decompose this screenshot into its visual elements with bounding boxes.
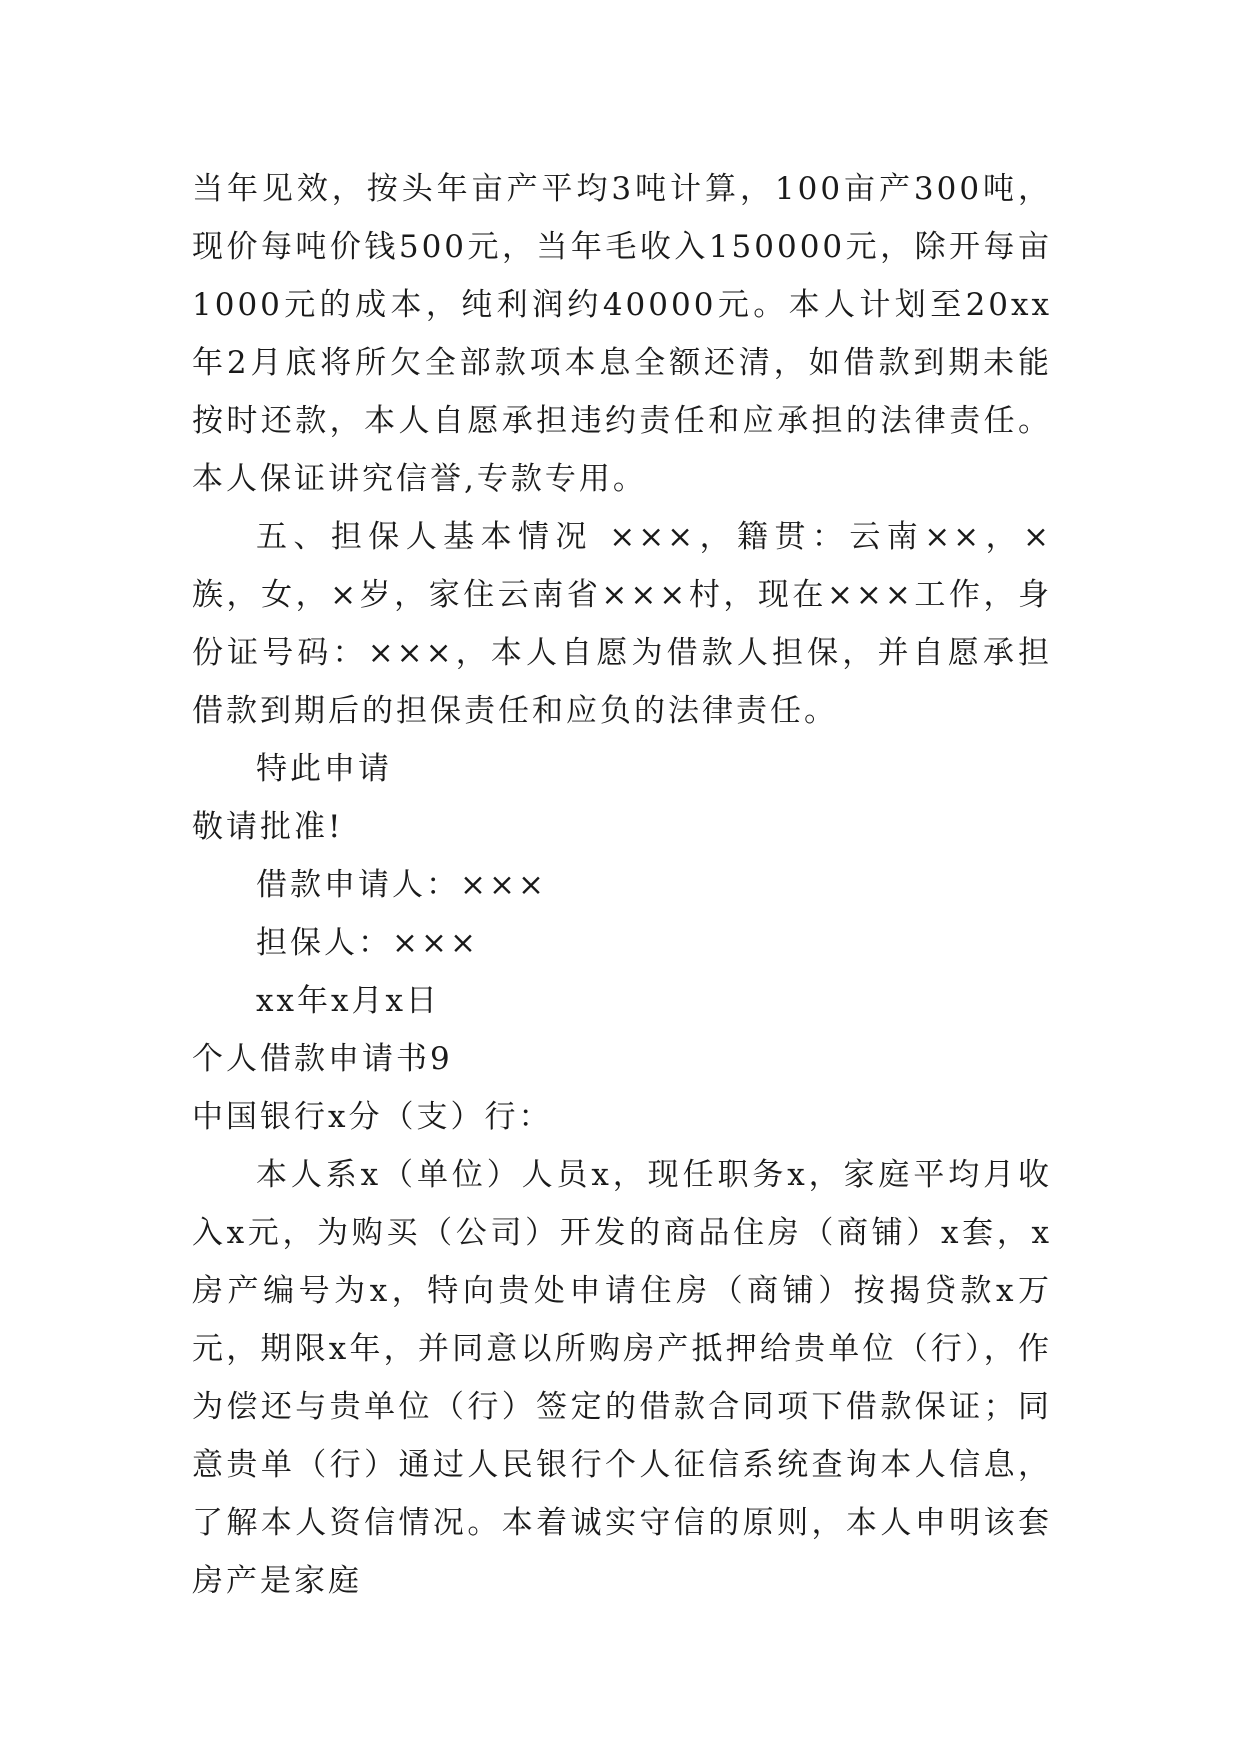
document-body (192, 160, 1052, 1610)
section-title: 个人借款申请书9 (192, 1041, 453, 1077)
addressee: 中国银行x分（支）行： (192, 1099, 553, 1135)
signature-guarantor: 担保人：××× (256, 925, 479, 961)
paragraph-repayment-plan: 当年见效，按头年亩产平均3吨计算，100亩产300吨，现价每吨价钱500元，当年毛收入150000元，除开每亩1000元的成本，纯利润约40000元。本人计划至20xx年2月底将所欠全部款项本息全额还清，如借款到期未能按时还款，本人自愿承担违约责任和应承担的法律责任。本人保证讲究信誉,专款专用。 (192, 171, 1052, 497)
signature-applicant: 借款申请人：××× (256, 867, 547, 903)
paragraph-mortgage-application: 本人系x（单位）人员x，现任职务x，家庭平均月收入x元，为购买（公司）开发的商品住房（商铺）x套，x房产编号为x，特向贵处申请住房（商铺）按揭贷款x万元，期限x年，并同意以所购房产抵押给贵单位（行），作为偿还与贵单位（行）签定的借款合同项下借款保证；同意贵单（行）通过人民银行个人征信系统查询本人信息，了解本人资信情况。本着诚实守信的原则，本人申明该套房产是家庭 (192, 1157, 1052, 1599)
signature-date: xx年x月x日 (256, 983, 440, 1019)
paragraph-guarantor-info: 五、担保人基本情况 ×××，籍贯：云南××，×族，女，×岁，家住云南省×××村，现在×××工作，身份证号码：×××，本人自愿为借款人担保，并自愿承担借款到期后的担保责任和应负的法律责任。 (192, 519, 1052, 729)
closing-request: 特此申请 (256, 751, 392, 787)
closing-approval: 敬请批准! (192, 809, 344, 845)
